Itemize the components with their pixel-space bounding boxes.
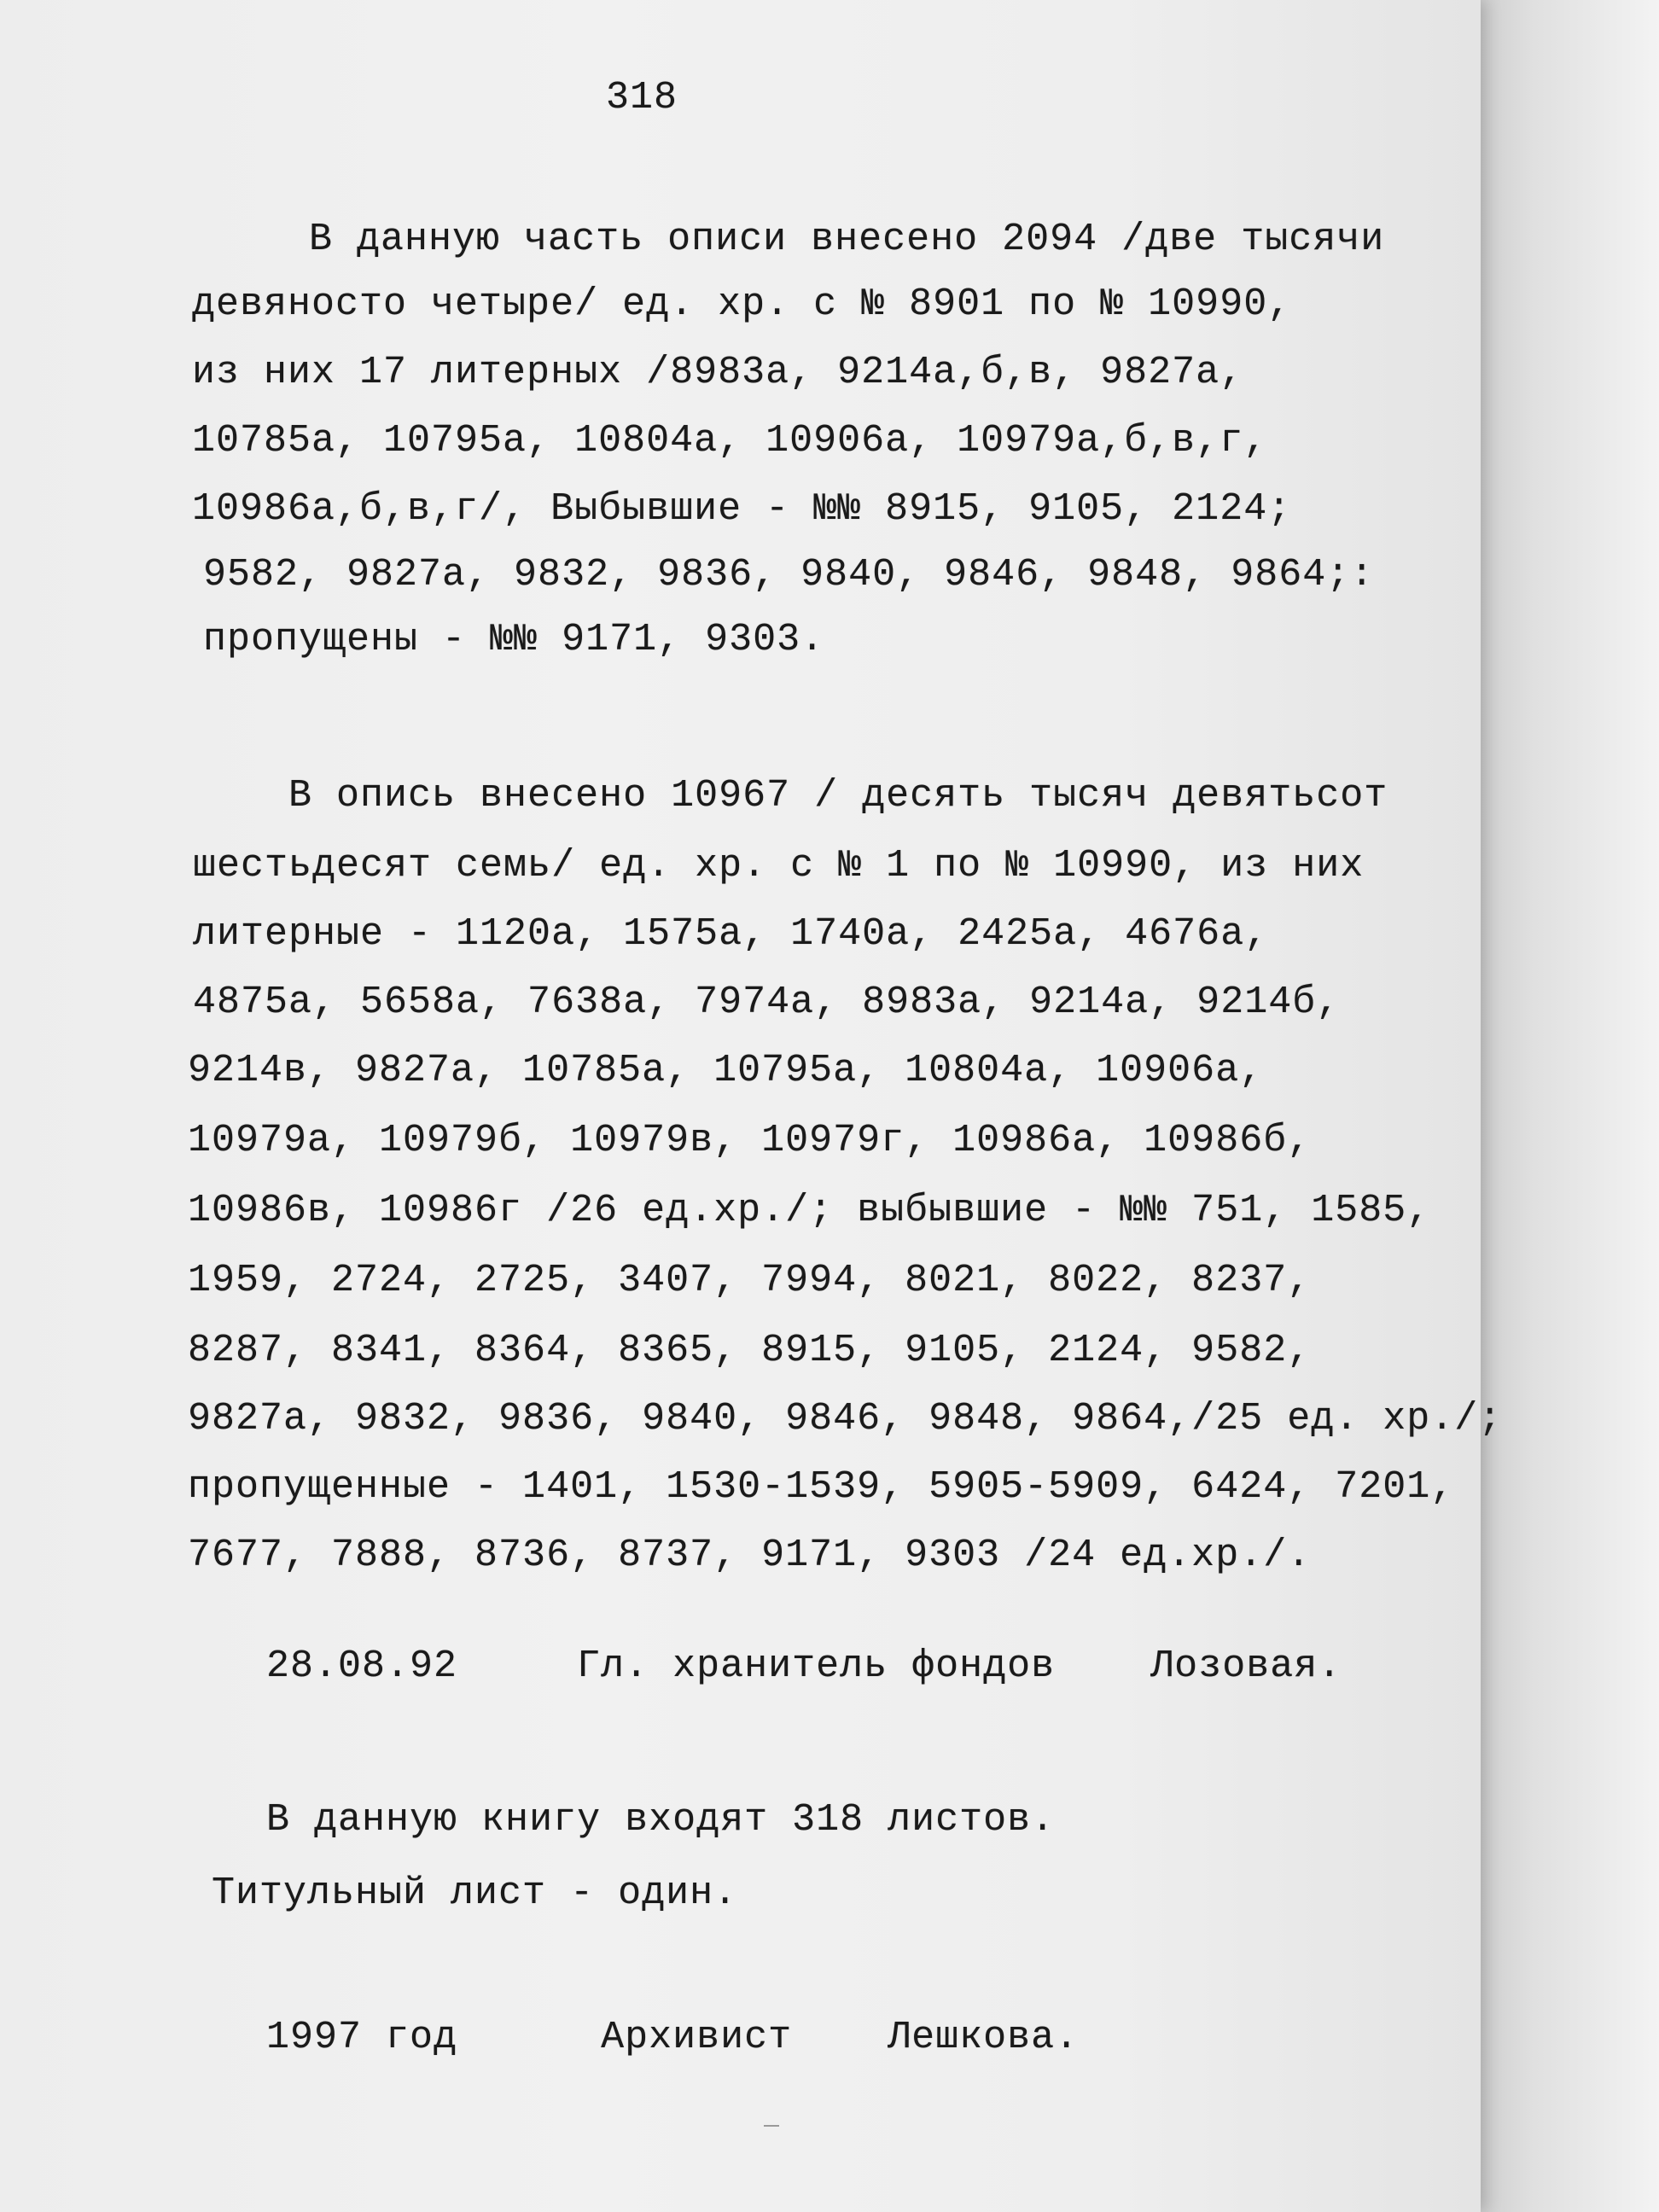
text-line: В данную часть описи внесено 2094 /две тысячи — [213, 218, 1385, 261]
signature-chief-keeper: 28.08.92 Гл. хранитель фондов Лозовая. — [171, 1644, 1342, 1688]
text-line: литерные - 1120а, 1575а, 1740а, 2425а, 4676а, — [193, 912, 1269, 956]
text-line: 9582, 9827а, 9832, 9836, 9840, 9846, 9848, 9864;: — [203, 553, 1375, 597]
text-line: 4875а, 5658а, 7638а, 7974а, 8983а, 9214а, 9214б, — [193, 981, 1341, 1024]
text-line: Титульный лист - один. — [212, 1871, 738, 1915]
text-line: 10785а, 10795а, 10804а, 10906а, 10979а,б,в,г, — [192, 419, 1268, 463]
text-line: 1959, 2724, 2725, 3407, 7994, 8021, 8022, 8237, — [188, 1259, 1312, 1302]
text-line: пропущены - №№ 9171, 9303. — [203, 618, 825, 661]
text-line: 9214в, 9827а, 10785а, 10795а, 10804а, 10906а, — [188, 1049, 1264, 1092]
text-line: В данную книгу входят 318 листов. — [171, 1798, 1056, 1842]
text-line: 7677, 7888, 8736, 8737, 9171, 9303 /24 ед.хр./. — [188, 1534, 1312, 1577]
text-line: девяносто четыре/ ед. хр. с № 8901 по № 10990, — [192, 282, 1292, 326]
underlying-page-edge — [1481, 0, 1659, 2212]
signature-archivist: 1997 год Архивист Лешкова. — [171, 2016, 1080, 2059]
paper-speck — [764, 2125, 779, 2127]
text-line: пропущенные - 1401, 1530-1539, 5905-5909, 6424, 7201, — [188, 1465, 1455, 1509]
text-line: 10986а,б,в,г/, Выбывшие - №№ 8915, 9105, 2124; — [192, 487, 1292, 531]
text-line: 8287, 8341, 8364, 8365, 8915, 9105, 2124, 9582, — [188, 1329, 1312, 1372]
text-line: из них 17 литерных /8983а, 9214а,б,в, 9827а, — [192, 351, 1244, 394]
text-line: 10979а, 10979б, 10979в, 10979г, 10986а, 10986б, — [188, 1119, 1312, 1162]
text-line: 9827а, 9832, 9836, 9840, 9846, 9848, 9864,/25 ед. хр./; — [188, 1397, 1503, 1441]
page-number: 318 — [606, 76, 678, 119]
text-line: 10986в, 10986г /26 ед.хр./; выбывшие - №№ 751, 1585, — [188, 1189, 1431, 1232]
text-line: шестьдесят семь/ ед. хр. с № 1 по № 10990, из них — [193, 844, 1365, 888]
text-line: В опись внесено 10967 / десять тысяч девятьсот — [193, 774, 1388, 818]
